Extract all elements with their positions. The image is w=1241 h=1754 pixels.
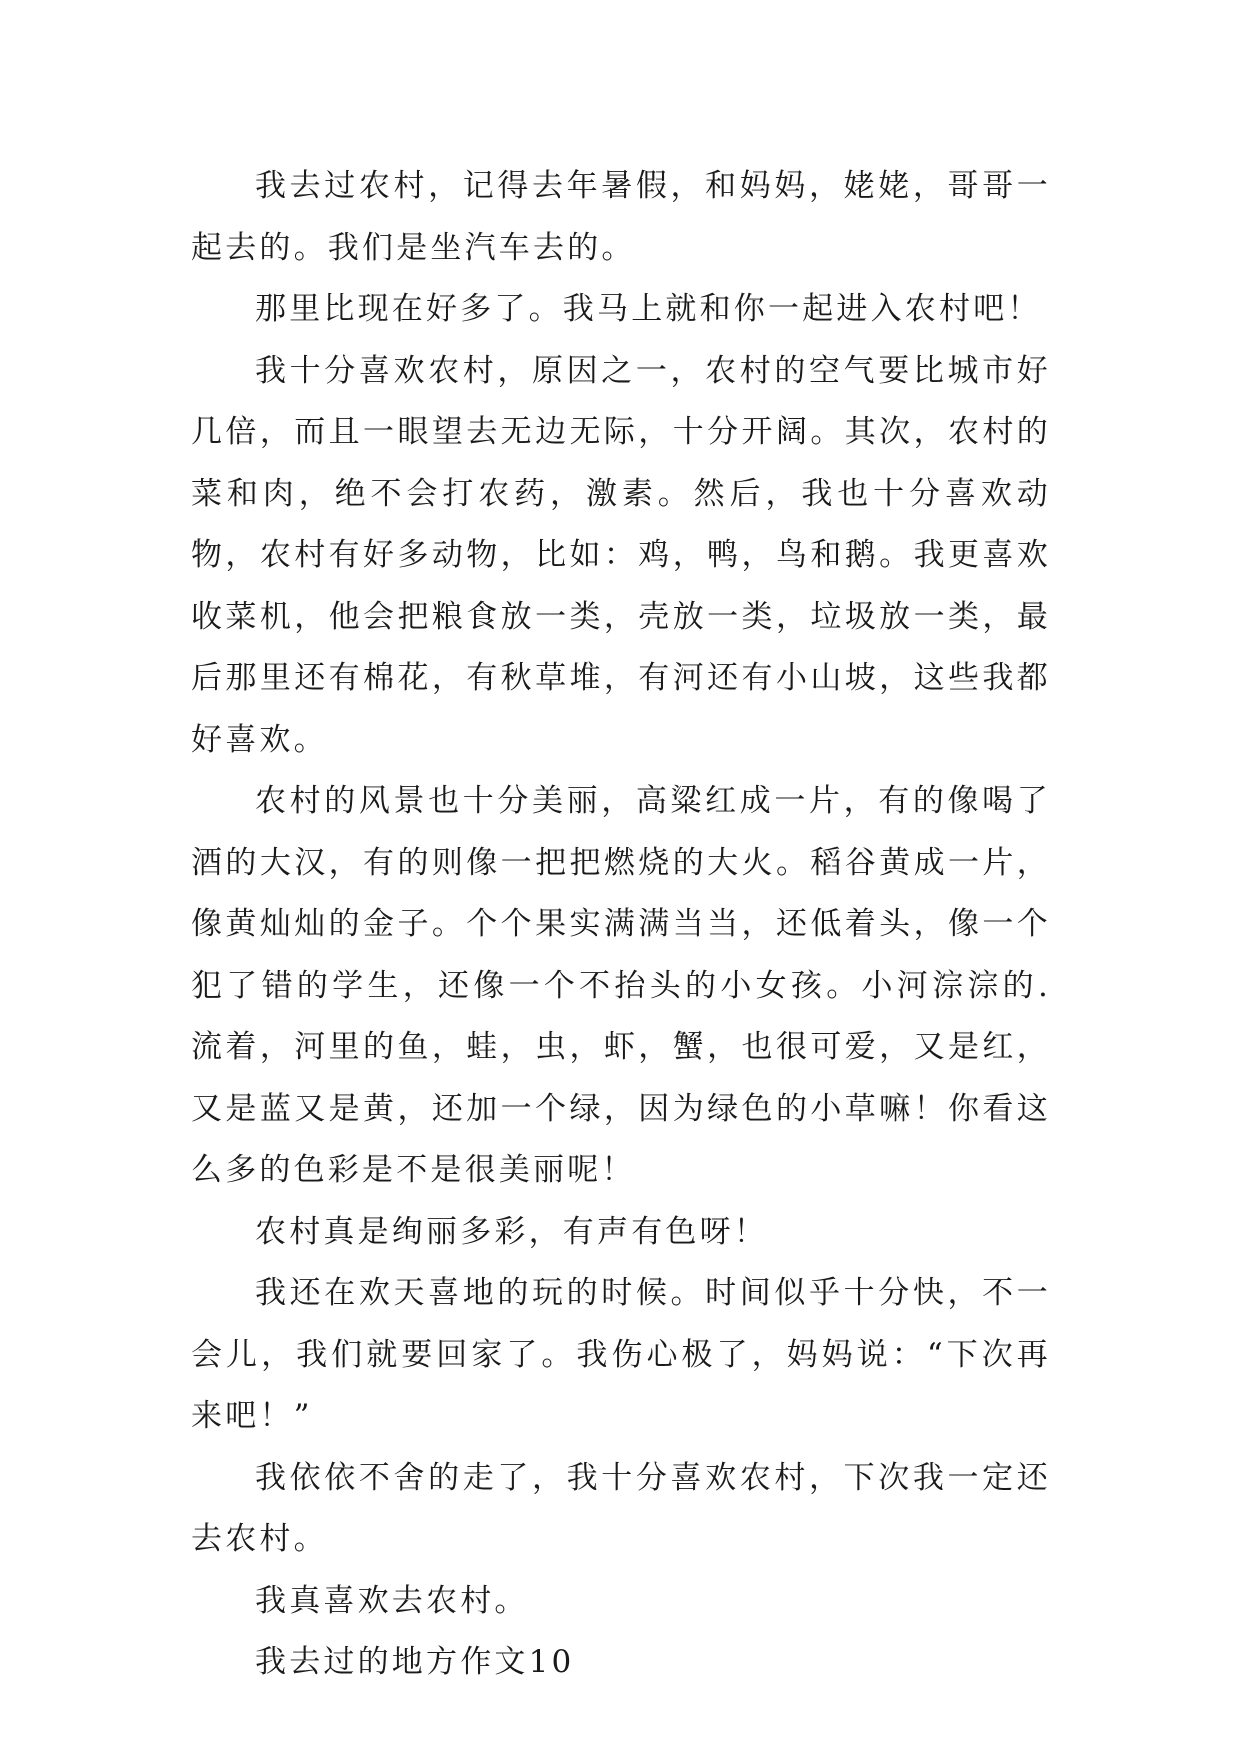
section-heading: 我去过的地方作文10 — [255, 1644, 575, 1680]
paragraph-2: 那里比现在好多了。我马上就和你一起进入农村吧！ — [255, 291, 1042, 327]
paragraph-5: 农村真是绚丽多彩，有声有色呀！ — [255, 1213, 768, 1250]
document-body — [191, 156, 1051, 1694]
paragraph-1: 我去过农村，记得去年暑假，和妈妈，姥姥，哥哥一起去的。我们是坐汽车去的。 — [191, 168, 1051, 266]
paragraph-6: 我还在欢天喜地的玩的时候。时间似乎十分快，不一会儿，我们就要回家了。我伤心极了，妈妈说：“下次再来吧！” — [191, 1275, 1051, 1434]
paragraph-8: 我真喜欢去农村。 — [255, 1582, 529, 1619]
paragraph-7: 我依依不舍的走了，我十分喜欢农村，下次我一定还去农村。 — [191, 1459, 1051, 1557]
paragraph-4: 农村的风景也十分美丽，高粱红成一片，有的像喝了酒的大汉，有的则像一把把燃烧的大火。稻谷黄成一片，像黄灿灿的金子。个个果实满满当当，还低着头，像一个犯了错的学生，还像一个不抬头的小女孩。小河淙淙的.流着，河里的鱼，蛙，虫，虾，蟹，也很可爱，又是红，又是蓝又是黄，还加一个绿，因为绿色的小草嘛！你看这么多的色彩是不是很美丽呢！ — [191, 783, 1051, 1188]
paragraph-3: 我十分喜欢农村，原因之一，农村的空气要比城市好几倍，而且一眼望去无边无际，十分开阔。其次，农村的菜和肉，绝不会打农药，激素。然后，我也十分喜欢动物，农村有好多动物，比如：鸡，鸭，鸟和鹅。我更喜欢收菜机，他会把粮食放一类，壳放一类，垃圾放一类，最后那里还有棉花，有秋草堆，有河还有小山坡，这些我都好喜欢。 — [191, 352, 1051, 758]
